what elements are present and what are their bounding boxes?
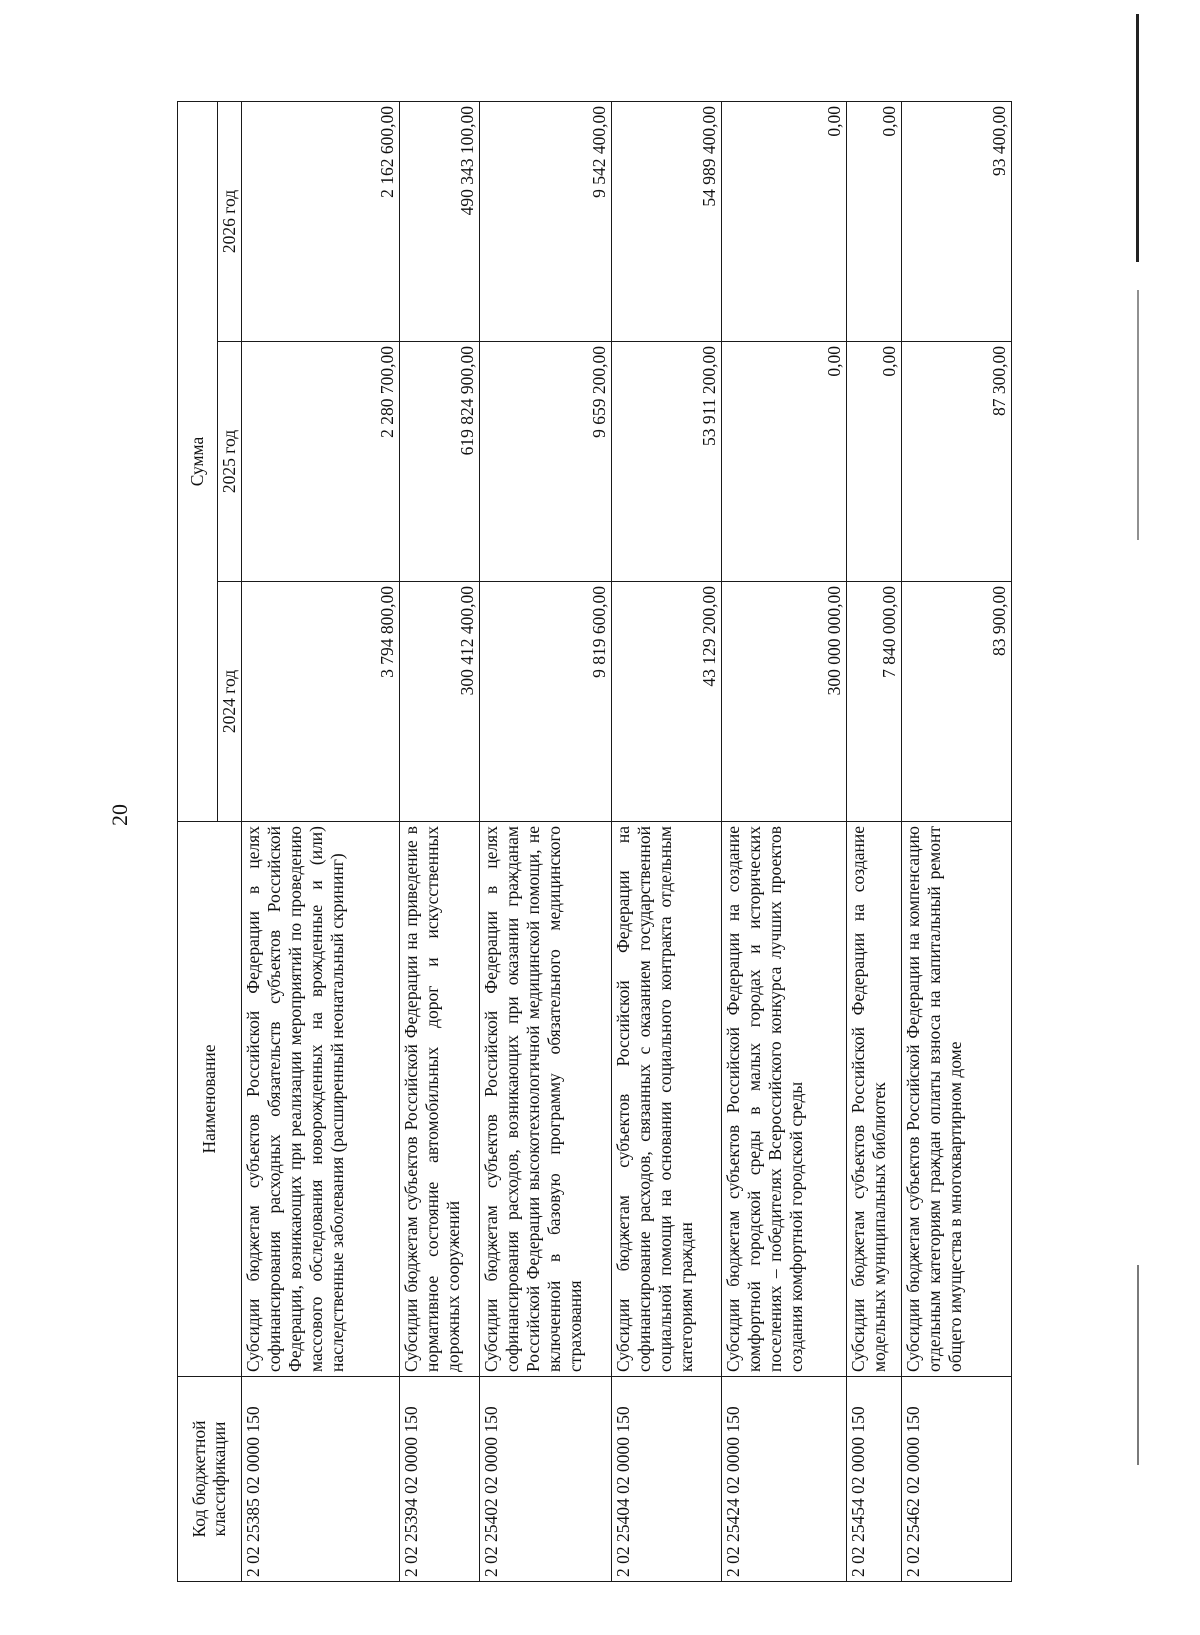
row-amount-2025: 2 280 700,00 [242,342,400,582]
row-amount-2024: 43 129 200,00 [612,582,722,822]
scan-edge-line [1137,1265,1139,1465]
row-amount-2024: 300 000 000,00 [722,582,847,822]
row-amount-2025: 0,00 [722,342,847,582]
row-code: 2 02 25385 02 0000 150 [242,1377,400,1582]
row-amount-2026: 0,00 [847,101,902,341]
table-row [902,101,1012,1581]
table-row [612,101,722,1581]
row-name: Субсидии бюджетам субъектов Российской Федерации на софинансирование расходов, связанных с оказанием государственной социальной помощи на основании социального контракта отдельным категориям граждан [612,822,722,1377]
row-amount-2025: 9 659 200,00 [480,342,612,582]
row-name: Субсидии бюджетам субъектов Российской Федерации на компенсацию отдельным категориям граждан оплаты взноса на капитальный ремонт общего имущества в многоквартирном доме [902,822,1012,1377]
page-number: 20 [107,804,132,826]
row-code: 2 02 25462 02 0000 150 [902,1377,1012,1582]
table-row [847,101,902,1581]
header-code: Код бюджетной классификации [178,1377,242,1582]
row-name: Субсидии бюджетам субъектов Российской Федерации в целях софинансирования расходов, возникающих при оказании гражданам Российской Федерации высокотехнологичной медицинской помощи, не включенной в базовую программу обязательного медицинского страхования [480,822,612,1377]
table-row [480,101,612,1581]
row-amount-2026: 2 162 600,00 [242,101,400,341]
header-name: Наименование [178,822,242,1377]
row-name: Субсидии бюджетам субъектов Российской Федерации на создание комфортной городской среды в малых городах и исторических поселениях – победителях Всероссийского конкурса лучших проектов создания комфортной городской среды [722,822,847,1377]
row-code: 2 02 25424 02 0000 150 [722,1377,847,1582]
row-code: 2 02 25454 02 0000 150 [847,1377,902,1582]
row-amount-2024: 7 840 000,00 [847,582,902,822]
row-amount-2024: 300 412 400,00 [400,582,480,822]
row-name: Субсидии бюджетам субъектов Российской Федерации на создание модельных муниципальных библиотек [847,822,902,1377]
header-year-2024: 2024 год [218,582,242,822]
row-amount-2025: 0,00 [847,342,902,582]
row-amount-2026: 490 343 100,00 [400,101,480,341]
row-amount-2026: 54 989 400,00 [612,101,722,341]
row-code: 2 02 25394 02 0000 150 [400,1377,480,1582]
row-amount-2025: 53 911 200,00 [612,342,722,582]
header-year-2026: 2026 год [218,101,242,341]
row-name: Субсидии бюджетам субъектов Российской Федерации на приведение в нормативное состояние автомобильных дорог и искусственных дорожных сооружений [400,822,480,1377]
row-amount-2024: 83 900,00 [902,582,1012,822]
row-amount-2025: 87 300,00 [902,342,1012,582]
row-code: 2 02 25402 02 0000 150 [480,1377,612,1582]
row-amount-2024: 3 794 800,00 [242,582,400,822]
row-name: Субсидии бюджетам субъектов Российской Федерации в целях софинансирования расходных обязательств субъектов Российской Федерации, возникающих при реализации мероприятий по проведению массового обследования новорожденных на врожденные и (или) наследственные заболевания (расширенный неонатальный скрининг) [242,822,400,1377]
row-code: 2 02 25404 02 0000 150 [612,1377,722,1582]
table-row [722,101,847,1581]
rotated-table-wrapper [177,102,1007,1582]
header-row [178,101,218,1581]
row-amount-2024: 9 819 600,00 [480,582,612,822]
table-row [242,101,400,1581]
scan-edge-line [1136,14,1139,262]
row-amount-2026: 93 400,00 [902,101,1012,341]
table-row [400,101,480,1581]
header-sum: Сумма [178,101,218,821]
scan-edge-line [1137,290,1139,540]
row-amount-2026: 0,00 [722,101,847,341]
header-year-2025: 2025 год [218,342,242,582]
row-amount-2025: 619 824 900,00 [400,342,480,582]
budget-table [177,101,1012,1582]
row-amount-2026: 9 542 400,00 [480,101,612,341]
